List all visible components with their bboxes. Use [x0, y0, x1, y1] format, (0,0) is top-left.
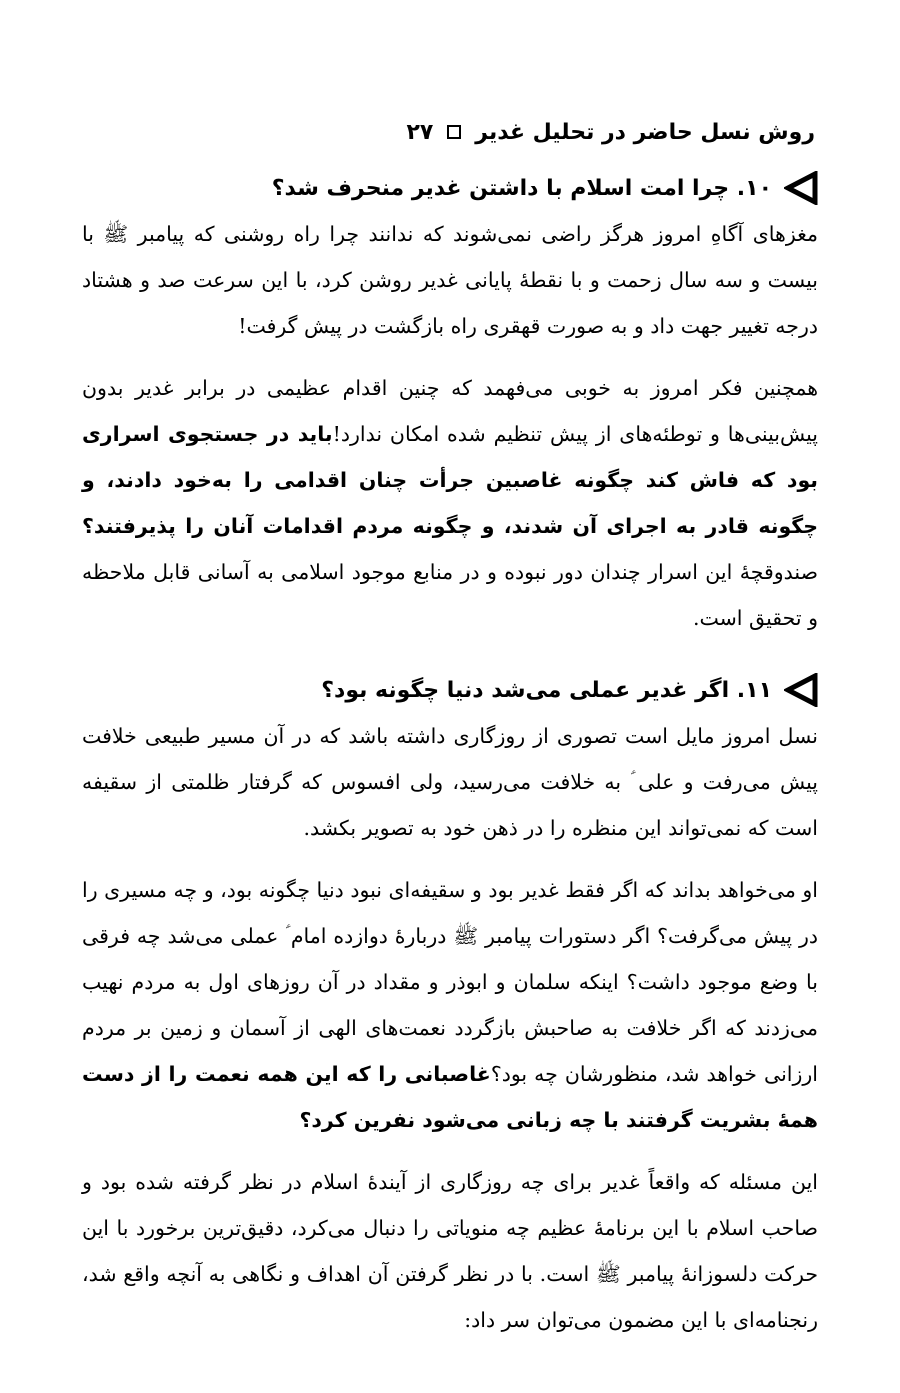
running-header-title: روش نسل حاضر در تحلیل غدیر	[475, 119, 815, 145]
triangle-bullet-icon	[784, 171, 818, 205]
section-heading-10	[82, 165, 818, 211]
paragraph-bold-text: باید در جستجوی اسراری بود که فاش کند چگونه غاصبین جرأت چنان اقدامی را به‌خود دادند، و چگونه قادر به اجرای آن شدند، و چگونه مردم اقدامات آنان را پذیرفتند؟	[82, 422, 818, 538]
paragraph: نسل امروز مایل است تصوری از روزگاری داشته باشد که در آن مسیر طبیعی خلافت پیش می‌رفت و علی ؑ به خلافت می‌رسید، ولی افسوس که گرفتار ظلمتی از سقیفه است که نمی‌تواند این منظره را در ذهن خود به تصویر بکشد.	[82, 724, 818, 840]
paragraph: مغزهای آگاهِ امروز هرگز راضی نمی‌شوند که ندانند چرا راه روشنی که پیامبر ﷺ با بیست و سه سال زحمت و با نقطهٔ پایانی غدیر روشن کرد، با این سرعت صد و هشتاد درجه تغییر جهت داد و به صورت قهقری راه بازگشت در پیش گرفت!	[82, 222, 818, 338]
square-icon	[447, 125, 461, 139]
paragraph-text: همچنین فکر امروز به خوبی می‌فهمد که چنین اقدام عظیمی در برابر غدیر بدون پیش‌بینی‌ها و توطئه‌های از پیش تنظیم شده امکان ندارد!	[82, 376, 819, 446]
section-heading-11	[82, 667, 818, 713]
paragraph-text: صندوقچهٔ این اسرار چندان دور نبوده و در منابع موجود اسلامی به آسانی قابل ملاحظه و تحقیق است.	[82, 560, 818, 630]
triangle-bullet-icon	[784, 673, 818, 707]
section-heading-11-text: ۱۱. اگر غدیر عملی می‌شد دنیا چگونه بود؟	[321, 677, 772, 703]
running-header	[85, 112, 815, 152]
paragraph	[82, 867, 818, 1143]
section-heading-10-text: ۱۰. چرا امت اسلام با داشتن غدیر منحرف شد؟	[271, 175, 772, 201]
paragraph-text: او می‌خواهد بداند که اگر فقط غدیر بود و سقیفه‌ای نبود دنیا چگونه بود، و چه مسیری را در پیش می‌گرفت؟ اگر دستورات پیامبر ﷺ دربارهٔ دوازده امام ؑ عملی می‌شد چه فرقی با وضع موجود داشت؟ اینکه سلمان و ابوذر و مقداد در آن روزهای اول به مردم نهیب می‌زدند که اگر خلافت به صاحبش بازگردد نعمت‌های الهی از آسمان و زمین بر مردم ارزانی خواهد شد، منظورشان چه بود؟	[82, 878, 818, 1086]
paragraph-bold-text: غاصبانی را که این همه نعمت را از دست همهٔ بشریت گرفتند با چه زبانی می‌شود نفرین کرد؟	[82, 1062, 818, 1132]
page-number: ۲۷	[406, 119, 434, 145]
page-body	[82, 165, 818, 1343]
paragraph	[82, 365, 818, 641]
paragraph: این مسئله که واقعاً غدیر برای چه روزگاری از آیندهٔ اسلام در نظر گرفته شده بود و صاحب اسلام با این برنامهٔ عظیم چه منویاتی را دنبال می‌کرد، دقیق‌ترین برخورد با این حرکت دلسوزانهٔ پیامبر ﷺ است. با در نظر گرفتن آن اهداف و نگاهی به آنچه واقع شد، رنجنامه‌ای با این مضمون می‌توان سر داد:	[82, 1170, 818, 1332]
